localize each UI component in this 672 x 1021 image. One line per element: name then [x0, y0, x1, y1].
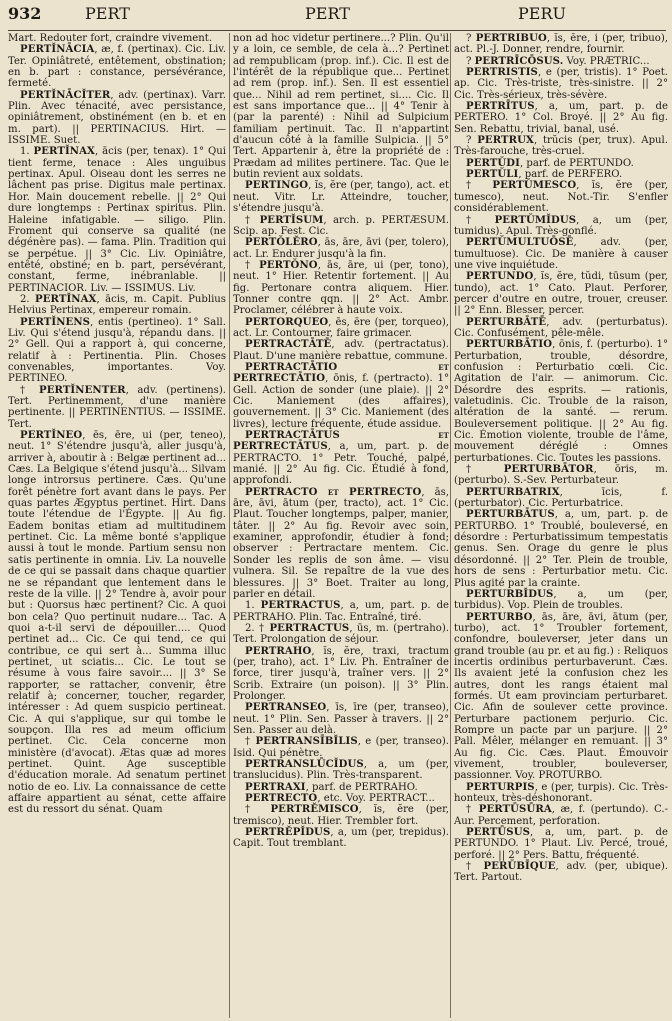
dictionary-entry: † PERŬBĪQUE, adv. (per, ubique). Tert. Partout. — [454, 861, 668, 884]
dictionary-entry: PERTURPIS, e (per, turpis). Cic. Très-honteux, très-déshonorant. — [454, 781, 668, 805]
headword: PERTĬSUM — [259, 214, 324, 226]
headword: PERTRANSEO — [245, 702, 327, 714]
headword: PERTURBĬDUS — [466, 588, 554, 600]
dictionary-entry: 1. PERTRACTUS, a, um, part. p. de PERTRAHO. Plin. Tac. Entraîné, tiré. — [233, 600, 449, 623]
headword: PERTRECTO — [245, 793, 318, 805]
headword: PERTŪSUS — [466, 827, 530, 839]
dictionary-entry: ? PERTRĪCŌSUS. Voy. PRÆTRIC... — [466, 55, 650, 67]
headword: PERTĬNENTER — [39, 384, 126, 396]
page-number: 932 — [8, 4, 42, 23]
headword: PERTURBĀTUS — [466, 509, 555, 521]
headword: PERTURBATRIX — [466, 486, 560, 498]
headword: PERTURBĀTOR — [503, 464, 594, 476]
dictionary-entry: PERTRACTĀTĒ, adv. (pertractatus). Plaut. D'une manière rebattue, commune. — [233, 339, 449, 362]
header-rule — [8, 30, 666, 31]
headword: PERTUNDO — [466, 271, 534, 283]
headword: PERTRĪBUO — [475, 33, 547, 44]
headword: PERTURPIS — [466, 781, 535, 793]
dictionary-entry: Mart. Redouter fort, craindre vivement. — [8, 33, 213, 44]
headword: PERTRAHO — [245, 645, 312, 657]
dictionary-entry: ? PERTRUX, trŭcis (per, trux). Apul. Très-farouche, très-cruel. — [454, 135, 668, 158]
headword: PERTĬNAX — [35, 293, 97, 305]
headword: PERTRACTUS — [269, 622, 350, 634]
dictionary-entry: PERTRĪTUS, a, um, part. p. de PERTERO. 1° Col. Broyé. || 2° Au fig. Sen. Rebattu, trivial, banal, usé. — [454, 101, 668, 135]
dictionary-entry: PERTRISTIS, e (per, tristis). 1° Poet. ap. Cic. Très-triste, très-sinistre. || 2° Cic. Très-sérieux, très-sévère. — [454, 67, 668, 101]
headword: PERTŬMULTUŌSĒ — [466, 237, 574, 249]
dictionary-entry: † PERTRANSĪBĬLIS, e (per, transeo). Isid. Qui pénètre. — [233, 736, 449, 759]
dictionary-entry: PERTŬLI, parf. de PERFERO. — [466, 169, 623, 181]
headword: PERTRISTIS — [466, 67, 538, 79]
headword: PERTŎLĔRO — [245, 237, 318, 249]
headword: PERTĬNĀCĬTER — [20, 89, 111, 101]
dictionary-entry: PERTŬDI, parf. de PERTUNDO. — [466, 157, 634, 169]
dictionary-entry: PERTĬNENS, entis (pertineo). 1° Sall. Liv. Qui s'étend jusqu'à, répandu dans. || 2° Gell. Qui a rapport à, qui concerne, relatif à : Pertinentia. Plin. Choses convenables, importantes. Voy. PERTINEO. — [8, 316, 226, 385]
dictionary-entry: PERTRECTO, etc. Voy. PERTRACT... — [245, 793, 435, 805]
headword: PERTRĪTUS — [466, 101, 535, 113]
column-3 — [454, 33, 668, 1018]
headword: PERTRĔMISCO — [270, 804, 359, 816]
dictionary-entry: PERTĬNEO, ēs, ēre, ui (per, teneo), neut. 1° S'étendre jusqu'à, aller jusqu'à, arriver à, aboutir à : Belgæ pertinent ad... Cæs. La Belgique s'étend jusqu'à... Silvam longe introrsus pertinere. Cæs. Qu'une forêt pénètre fort avant dans le pays. Per quas partes Ægyptus pertinet. Hirt. Dans toute l'étendue de l'Égypte. || Au fig. Eadem bonitas etiam ad multitudinem pertinet. Cic. La même bonté s'applique aussi à tout le monde. Partium sensu non satis pertinente in omnia. Liv. La nouvelle de ce qui se passait dans chaque quartier ne se répandant que lentement dans le reste de la ville. || 2° Tendre à, avoir pour but : Quorsus hæc pertinent? Cic. A quoi bon cela? Quo pertinuit nudare... Tac. A quoi a-t-il servi de dépouiller..... Quod pertinet ad... Cic. Ce qui tend, ce qui contribue, ce qui sert à... Summa illuc pertinet, ut sciatis... Cic. Le tout se résume à vous faire savoir.... || 3° Se rapporter, se rattacher, convenir, être relatif à; concerner, toucher, regarder, intéresser : Ad quem suspicio pertineat. Cic. A qui s'applique, sur qui tombe le soupçon. Illa res ad meum officium pertinet. Cic. Cela concerne mon ministère (d'avocat). Ætas quæ ad mores pertinet. Quint. Age susceptible d'éducation morale. Ad senatum pertinet notio de eo. Liv. La connaissance de cette affaire appartient au sénat, cette affaire est du ressort du sénat. Quam — [8, 430, 226, 816]
dictionary-entry: 1. PERTĬNAX, ācis (per, tenax). 1° Qui tient ferme, tenace : Ales unguibus pertinax. Apul. Oiseau dont les serres ne lâchent pas prise. Digitus male pertinax. Hor. Main doucement rebelle. || 2° Qui dure longtemps : Pertinax spiritus. Plin. Haleine infatigable. — siligo. Plin. Froment qui conserve sa qualité (ne dégénère pas). — fama. Plin. Tradition qui se perpétue. || 3° Cic. Liv. Opiniâtre, entêté, obstiné; en b. part, persévérant, constant, ferme, inébranlable. || PERTINACIOR. Liv. — ISSIMUS. Liv. — [8, 146, 226, 294]
dictionary-entry: PERTRAXI, parf. de PERTRAHO. — [245, 781, 418, 793]
dictionary-entry: PERTRACTO et PERTRECTO, ās, āre, āvi, ātum (per, tracto), act. 1° Cic. Plaut. Toucher longtemps, palper, manier, tâter. || 2° Au fig. Revoir avec soin, examiner, approfondir, étudier à fond; observer : Pertractare mentem. Cic. Sonder les replis de son âme. — visu vulnera. Sil. Se repaître de la vue des blessures. || 3° Boet. Traiter au long, parler en détail. — [233, 486, 449, 600]
dictionary-entry: † PERTŬMĬDUS, a, um (per, tumidus). Apul. Très-gonflé. — [454, 214, 668, 237]
dictionary-entry: ? PERTRĪBUO, ĭs, ĕre, i (per, tribuo), act. Pl.-J. Donner, rendre, fournir. — [454, 33, 668, 56]
column-rule-2 — [450, 33, 451, 1018]
dictionary-entry: PERTORQUEO, ēs, ēre (per, torqueo), act. Lr. Contourner, faire grimacer. — [233, 316, 449, 339]
headword: PERTRACTUS — [260, 600, 341, 612]
headword: PERTRUX — [477, 135, 534, 147]
headword: PERTRACTĀTĒ — [245, 339, 332, 351]
headword: PERTŬMESCO — [492, 180, 577, 192]
dictionary-entry: PERTRANSLŪCĬDUS, a, um (per, translucidus). Plin. Très-transparent. — [233, 759, 449, 782]
headword: PERTĬNĀCIA — [20, 44, 95, 56]
headword: PERTRAXI — [245, 781, 306, 793]
headword: PERTRANSLŪCĬDUS — [245, 759, 364, 770]
headword: PERTRĔPĬDUS — [245, 827, 331, 839]
dictionary-entry: PERTURBĀTIO, ōnis, f. (perturbo). 1° Perturbation, trouble, désordre, confusion : Perturbatio cœli. Cic. Agitation de l'air. — animorum. Cic. Désordre des esprits. — rationis, valetudinis. Cic. Trouble de la raison, altération de la santé. — rerum. Bouleversement politique. || 2° Au fig. Cic. Émotion violente, trouble de l'âme, mouvement déréglé : Omnes perturbationes. Cic. Toutes les passions. — [454, 339, 668, 464]
dictionary-entry: PERTURBĀTUS, a, um, part. p. de PERTURBO. 1° Troublé, bouleversé, en désordre : Perturbatissimum tempestatis genus. Sen. Orage du genre le plus désordonné. || 2° Ter. Plein de trouble, hors de sens : Perturbatior metu. Cic. Plus agité par la crainte. — [454, 509, 668, 589]
headword: PERŬBĪQUE — [483, 861, 556, 873]
page-header — [0, 0, 672, 26]
column-1 — [8, 33, 226, 1018]
headword: PERTINGO — [245, 180, 309, 192]
dictionary-entry: † PERTŬMESCO, ĭs, ĕre (per, tumesco), neut. Not.-Tir. S'enfler considérablement. — [454, 180, 668, 215]
dictionary-entry: 2. PERTĬNAX, ācis, m. Capit. Publius Helvius Pertinax, empereur romain. — [8, 293, 226, 317]
headword: PERTRACTĀTUS et PERTRECTĀTUS — [233, 430, 449, 453]
headword: PERTĬNENS — [20, 316, 91, 328]
column-2 — [233, 33, 449, 1018]
dictionary-entry: † PERTŎNO, ās, āre, ui (per, tono), neut. 1° Hier. Retentir fortement. || Au fig. Pertonare contra aliquem. Hier. Tonner contre qqn. || 2° Act. Ambr. Proclamer, célébrer à haute voix. — [233, 259, 449, 317]
dictionary-entry: PERTURBO, ās, āre, āvi, ātum (per, turbo), act. 1° Troubler fortement, confondre, bouleverser, jeter dans un grand trouble (au pr. et au fig.) : Reliquos incertis ordinibus perturbaverunt. Cæs. Ils avaient jeté la confusion chez les autres, dont les rangs étaient mal formés. Ut eam provinciam perturbaret. Cic. Afin de soulever cette province. Perturbare pactionem perjurio. Cic. Rompre un pacte par un parjure. || 2° Pall. Mêler, mélanger en remuant. || 3° Au fig. Cic. Cæs. Plaut. Émouvoir vivement, troubler, bouleverser, passionner. Voy. PROTURBO. — [454, 611, 668, 782]
dictionary-entry: PERTURBATRIX, īcis, f. (perturbator). Cic. Perturbatrice. — [454, 486, 668, 510]
running-head-right: PERU — [518, 4, 566, 23]
dictionary-entry: PERTRĔPĬDUS, a, um (per, trepidus). Capit. Tout tremblant. — [233, 827, 449, 850]
running-head-center: PERT — [305, 4, 350, 23]
headword: PERTĬNEO — [20, 430, 83, 442]
dictionary-entry: PERTŪSUS, a, um, part. p. de PERTUNDO. 1° Plaut. Liv. Percé, troué, perforé. || 2° Pers. Battu, fréquenté. — [454, 827, 668, 861]
dictionary-entry: † PERTĬNENTER, adv. (pertinens). Tert. Pertinemment, d'une manière pertinente. || PERTINENTIUS. — ISSIME. Tert. — [8, 384, 226, 430]
dictionary-entry: non ad hoc videtur pertinere...? Plin. Qu'il y a loin, ce semble, de cela à...? Pertinet ad rempublicam (prop. inf.). Cic. Il est de l'intérêt de la république que... Pertinet ad rem (prop. inf.). Sen. Il est essentiel que... Nihil ad rem pertinet, si.... Cic. Il est sans importance que... || 4° Tenir à (par la parenté) : Nihil ad Sulpicium familiam pertinuit. Tac. Il n'appartint d'aucun côté à la famille Sulpicia. || 5° Tert. Appartenir à, être la propriété de : Prædam ad milites pertinere. Tac. Que le butin revient aux soldats. — [233, 33, 449, 181]
headword: PERTRĪCŌSUS. — [474, 55, 564, 67]
headword: PERTRANSĪBĬLIS — [255, 736, 358, 748]
dictionary-entry: PERTRACTĀTIO et PERTRECTĀTIO, ōnis, f. (pertracto). 1° Gell. Action de sonder (une plaie). || 2° Cic. Maniement (des affaires), gouvernement. || 3° Cic. Maniement (des livres), lecture fréquente, étude assidue. — [233, 361, 449, 430]
headword: PERTĬNAX — [33, 146, 95, 158]
headword: PERTŎNO — [259, 259, 318, 271]
dictionary-entry: PERTĬNĀCĬTER, adv. (pertinax). Varr. Plin. Avec ténacité, avec persistance, opiniâtrement, obstinément (en b. et en m. part). || PERTINACIUS. Hirt. — ISSIME. Suet. — [8, 89, 226, 147]
running-head-left: PERT — [85, 4, 130, 23]
dictionary-entry: PERTRANSEO, īs, īre (per, transeo), neut. 1° Plin. Sen. Passer à travers. || 2° Sen. Passer au delà. — [233, 702, 449, 736]
dictionary-entry: PERTŎLĔRO, ās, āre, āvi (per, tolero), act. Lr. Endurer jusqu'à la fin. — [233, 237, 449, 260]
headword: PERTRACTO et PERTRECTO — [245, 486, 422, 498]
headword: PERTŬLI — [466, 169, 519, 181]
dictionary-entry: PERTUNDO, ĭs, ĕre, tŭdi, tūsum (per, tundo), act. 1° Cato. Plaut. Perforer, percer d'outre en outre, trouer, creuser. || 2° Enn. Blesser, percer. — [454, 271, 668, 317]
dictionary-entry: PERTURBĀTĒ, adv. (perturbatus). Cic. Confusément, pêle-mêle. — [454, 316, 668, 339]
dictionary-entry: † PERTŪSŪRA, æ, f. (pertundo). C.-Aur. Percement, perforation. — [454, 804, 668, 827]
dictionary-entry: PERTURBĬDUS, a, um (per, turbidus). Vop. Plein de troubles. — [454, 588, 668, 612]
headword: PERTŬMĬDUS — [494, 214, 577, 226]
dictionary-entry: PERTRACTĀTUS et PERTRECTĀTUS, a, um, part. p. de PERTRACTO. 1° Petr. Touché, palpé, manié. || 2° Au fig. Cic. Étudié à fond, approfondi. — [233, 430, 449, 487]
headword: PERTRACTĀTIO et PERTRECTĀTIO — [233, 361, 449, 385]
column-rule-1 — [229, 33, 230, 1018]
headword: PERTORQUEO — [245, 316, 329, 328]
headword: PERTŬDI — [466, 157, 520, 169]
dictionary-entry: † PERTRĔMISCO, ĭs, ĕre (per, tremisco), neut. Hier. Trembler fort. — [233, 804, 449, 827]
dictionary-entry: PERTRAHO, ĭs, ĕre, traxi, tractum (per, traho), act. 1° Liv. Ph. Entraîner de force, tirer jusqu'à, traîner vers. || 2° Scrib. Extraire (un poison). || 3° Plin. Prolonger. — [233, 645, 449, 702]
dictionary-entry: PERTINGO, ĭs, ĕre (per, tango), act. et neut. Vitr. Lr. Atteindre, toucher, s'étendre jusqu'à. — [233, 180, 449, 215]
dictionary-entry: PERTĬNĀCIA, æ, f. (pertinax). Cic. Liv. Ter. Opiniâtreté, entêtement, obstination; en b. part : constance, persévérance, fermeté. — [8, 44, 226, 90]
dictionary-entry: † PERTĬSUM, arch. p. PERTÆSUM. Scip. ap. Fest. Cic. — [233, 214, 449, 237]
dictionary-entry: PERTŬMULTUŌSĒ, adv. (per, tumultuose). Cic. De manière à causer une vive inquiétude. — [454, 237, 668, 271]
headword: PERTURBĀTIO — [466, 339, 553, 351]
dictionary-entry: † PERTURBĀTOR, ōris, m. (perturbo). S.-Sev. Perturbateur. — [454, 464, 668, 487]
dictionary-entry: 2. † PERTRACTUS, ūs, m. (pertraho). Tert. Prolongation de séjour. — [233, 622, 449, 646]
headword: PERTURBO — [466, 611, 533, 623]
headword: PERTŪSŪRA — [478, 804, 552, 816]
headword: PERTURBĀTĒ — [466, 316, 547, 328]
